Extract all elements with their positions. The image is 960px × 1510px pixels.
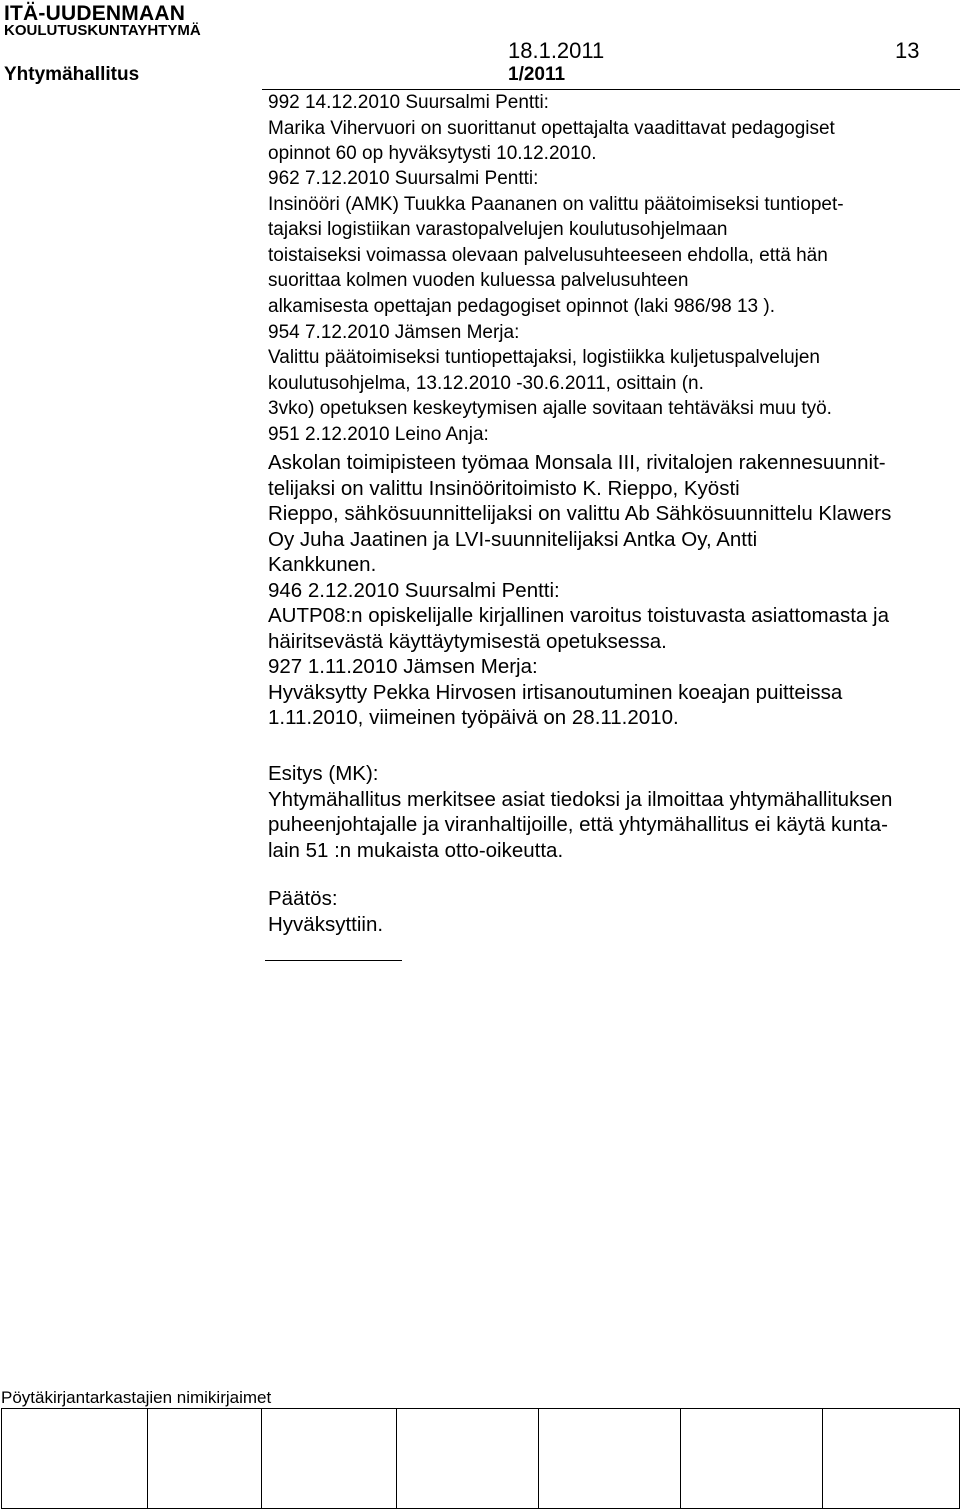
text-line: Yhtymähallitus merkitsee asiat tiedoksi ja ilmoittaa yhtymähallituksen bbox=[268, 787, 893, 811]
text-line: Oy Juha Jaatinen ja LVI-suunnitelijaksi Antka Oy, Antti bbox=[268, 527, 758, 551]
text-line: Kankkunen. bbox=[268, 553, 377, 576]
governing-body: Yhtymähallitus bbox=[4, 64, 140, 85]
text-line: häiritsevästä käyttäytymisestä opetuksessa. bbox=[268, 629, 667, 653]
proposal-heading: Esitys (MK): bbox=[268, 762, 379, 785]
decision-block-2 bbox=[268, 166, 958, 448]
footer-label: Pöytäkirjantarkastajien nimikirjaimet bbox=[1, 1388, 272, 1407]
text-line: puheenjohtajalle ja viranhaltijoille, että yhtymähallitus ei käytä kunta- bbox=[268, 813, 888, 836]
text-line: Rieppo, sähkösuunnittelijaksi on valittu Ab Sähkösuunnittelu Klawers bbox=[268, 502, 892, 525]
initials-box bbox=[823, 1409, 960, 1509]
text-line: Marika Vihervuori on suorittanut opettajalta vaadittavat pedagogiset bbox=[268, 117, 835, 139]
text-line: Askolan toimipisteen työmaa Monsala III, rivitalojen rakennesuunnit- bbox=[268, 451, 886, 474]
text-line: Valittu päätoimiseksi tuntiopettajaksi, logistiikka kuljetuspalvelujen bbox=[268, 347, 820, 369]
initials-box bbox=[397, 1409, 539, 1509]
text-line: toistaiseksi voimassa olevaan palvelusuhteeseen ehdolla, että hän bbox=[268, 244, 828, 266]
text-line: 1.11.2010, viimeinen työpäivä on 28.11.2010. bbox=[268, 706, 679, 729]
proposal-section bbox=[268, 761, 958, 863]
org-name: ITÄ-UUDENMAAN bbox=[4, 2, 186, 25]
text-line: alkamisesta opettajan pedagogiset opinnot (laki 986/98 13 ). bbox=[268, 295, 776, 317]
text-line: suorittaa kolmen vuoden kuluessa palvelusuhteen bbox=[268, 270, 689, 292]
text-line: 992 14.12.2010 Suursalmi Pentti: bbox=[268, 92, 549, 113]
page-number: 13 bbox=[895, 38, 920, 63]
decision-section bbox=[268, 886, 958, 937]
decision-text: Hyväksyttiin. bbox=[268, 912, 384, 936]
text-line: 946 2.12.2010 Suursalmi Pentti: bbox=[268, 578, 560, 602]
text-line: koulutusohjelma, 13.12.2010 -30.6.2011, osittain (n. bbox=[268, 372, 704, 394]
decision-heading: Päätös: bbox=[268, 887, 338, 910]
text-line: 951 2.12.2010 Leino Anja: bbox=[268, 423, 489, 445]
text-line: telijaksi on valittu Insinööritoimisto K. Rieppo, Kyösti bbox=[268, 476, 740, 500]
initials-box bbox=[148, 1409, 262, 1509]
meeting-date: 18.1.2011 bbox=[508, 38, 605, 63]
initials-box bbox=[262, 1409, 397, 1509]
meeting-number: 1/2011 bbox=[508, 64, 566, 85]
text-line: opinnot 60 op hyväksytysti 10.12.2010. bbox=[268, 143, 597, 165]
initials-box bbox=[681, 1409, 823, 1509]
signature-line bbox=[265, 960, 402, 961]
initials-box bbox=[539, 1409, 681, 1509]
text-line: AUTP08:n opiskelijalle kirjallinen varoitus toistuvasta asiattomasta ja bbox=[268, 604, 889, 627]
initials-table bbox=[1, 1408, 960, 1509]
text-line: lain 51 :n mukaista otto-oikeutta. bbox=[268, 838, 564, 862]
text-line: Insinööri (AMK) Tuukka Paananen on valittu päätoimiseksi tuntiopet- bbox=[268, 193, 844, 215]
initials-box bbox=[2, 1409, 148, 1509]
org-name-subtitle: KOULUTUSKUNTAYHTYMÄ bbox=[4, 22, 201, 39]
text-line: 962 7.12.2010 Suursalmi Pentti: bbox=[268, 168, 539, 189]
text-line: 927 1.11.2010 Jämsen Merja: bbox=[268, 655, 538, 678]
decision-block-1 bbox=[268, 90, 958, 167]
text-line: 3vko) opetuksen keskeytymisen ajalle sovitaan tehtäväksi muu työ. bbox=[268, 398, 832, 420]
text-line: 954 7.12.2010 Jämsen Merja: bbox=[268, 321, 520, 343]
decision-block-3 bbox=[268, 450, 958, 731]
text-line: Hyväksytty Pekka Hirvosen irtisanoutuminen koeajan puitteissa bbox=[268, 680, 843, 704]
text-line: tajaksi logistiikan varastopalvelujen koulutusohjelmaan bbox=[268, 219, 728, 241]
